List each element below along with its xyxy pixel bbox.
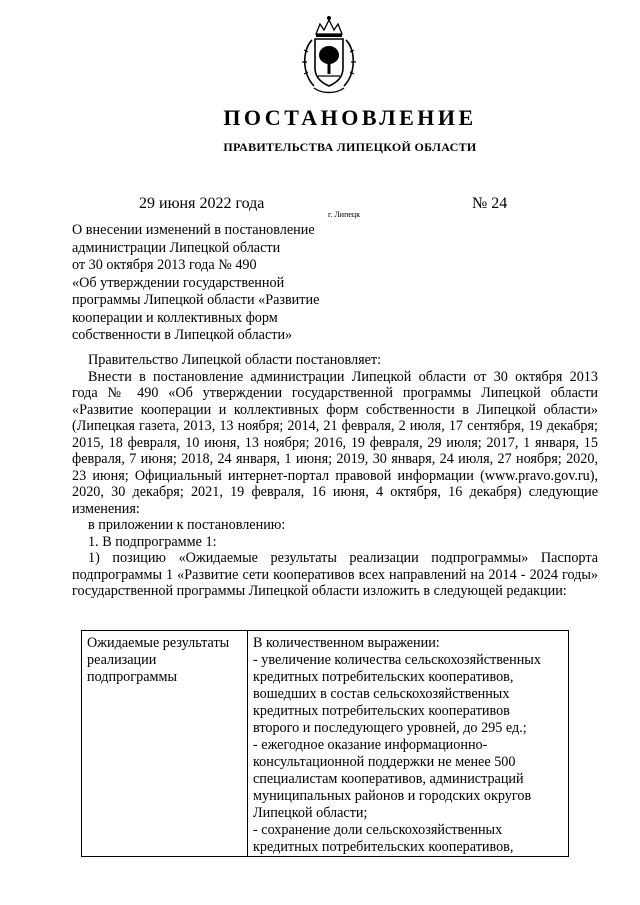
subject-line: О внесении изменений в постановление bbox=[72, 222, 315, 238]
table-cell-content: В количественном выражении: - увеличение количества сельскохозяйственных кредитных потребительских кооперативов, вошедших в состав сельскохозяйственных кредитных потребительских кооперативов второго и последующего уровней, до 295 ед.; - ежегодное оказание информационно- консультационной поддержки не менее 500 специалистам кооперативов, администраций муниципальных районов и городских округов Липецкой области; - сохранение доли сельскохозяйственных кредитных потребительских кооперативов, bbox=[248, 631, 569, 857]
document-body bbox=[72, 352, 598, 600]
body-line: 2015, 18 февраля, 10 июня, 13 ноября; 2016, 19 февраля, 29 июля; 2017, 1 января, 15 bbox=[72, 434, 598, 451]
appendix-line: в приложении к постановлению: bbox=[88, 517, 286, 533]
document-subtitle: ПРАВИТЕЛЬСТВА ЛИПЕЦКОЙ ОБЛАСТИ bbox=[223, 140, 477, 154]
body-line: 1) позицию «Ожидаемые результаты реализации подпрограммы» Паспорта bbox=[88, 550, 598, 566]
document-city: г. Липецк bbox=[328, 210, 361, 219]
document-number: № 24 bbox=[472, 195, 508, 212]
body-line: 2020, 30 декабря; 2021, 19 февраля, 16 июня, 4 октября, 16 декабря) следующие bbox=[72, 484, 598, 500]
subject-line: от 30 октября 2013 года № 490 bbox=[72, 257, 257, 273]
body-line: государственной программы Липецкой области изложить в следующей редакции: bbox=[72, 583, 567, 599]
subject-line: «Об утверждении государственной bbox=[72, 274, 285, 291]
coat-of-arms-emblem bbox=[298, 12, 360, 96]
subject-line: собственности в Липецкой области» bbox=[72, 327, 293, 343]
results-table bbox=[81, 630, 569, 857]
body-line: Внести в постановление администрации Липецкой области от 30 октября 2013 bbox=[88, 368, 598, 385]
subject-block bbox=[72, 222, 322, 345]
subprogram-line: 1. В подпрограмме 1: bbox=[88, 533, 217, 550]
body-line: изменения: bbox=[72, 500, 140, 517]
body-line: подпрограммы 1 «Развитие сети кооперативов всех направлений на 2014 - 2024 годы» bbox=[72, 566, 598, 583]
body-line: февраля, 7 июня; 2018, 24 января, 1 июня; 2019, 30 января, 24 июля, 27 ноября; 2020, bbox=[72, 451, 598, 467]
body-line: 23 июня; Официальный интернет-портал правовой информации (www.pravo.gov.ru), bbox=[72, 467, 598, 484]
table-cell-label: Ожидаемые результаты реализации подпрограммы bbox=[82, 631, 248, 857]
subject-line: программы Липецкой области «Развитие bbox=[72, 292, 320, 308]
intro-paragraph: Правительство Липецкой области постановляет: bbox=[88, 352, 382, 368]
table-row bbox=[82, 631, 569, 857]
document-title: ПОСТАНОВЛЕНИЕ bbox=[223, 105, 477, 130]
document-date: 29 июня 2022 года bbox=[139, 195, 265, 212]
body-line: (Липецкая газета, 2013, 13 ноября; 2014, 21 февраля, 2 июля, 17 сентября, 19 декабря; bbox=[72, 418, 598, 434]
subject-line: администрации Липецкой области bbox=[72, 239, 281, 256]
subject-line: кооперации и коллективных форм bbox=[72, 309, 278, 326]
body-line: «Развитие кооперации и коллективных форм собственности в Липецкой области» bbox=[72, 401, 598, 418]
body-line: года № 490 «Об утверждении государственной программы Липецкой области bbox=[72, 385, 598, 401]
